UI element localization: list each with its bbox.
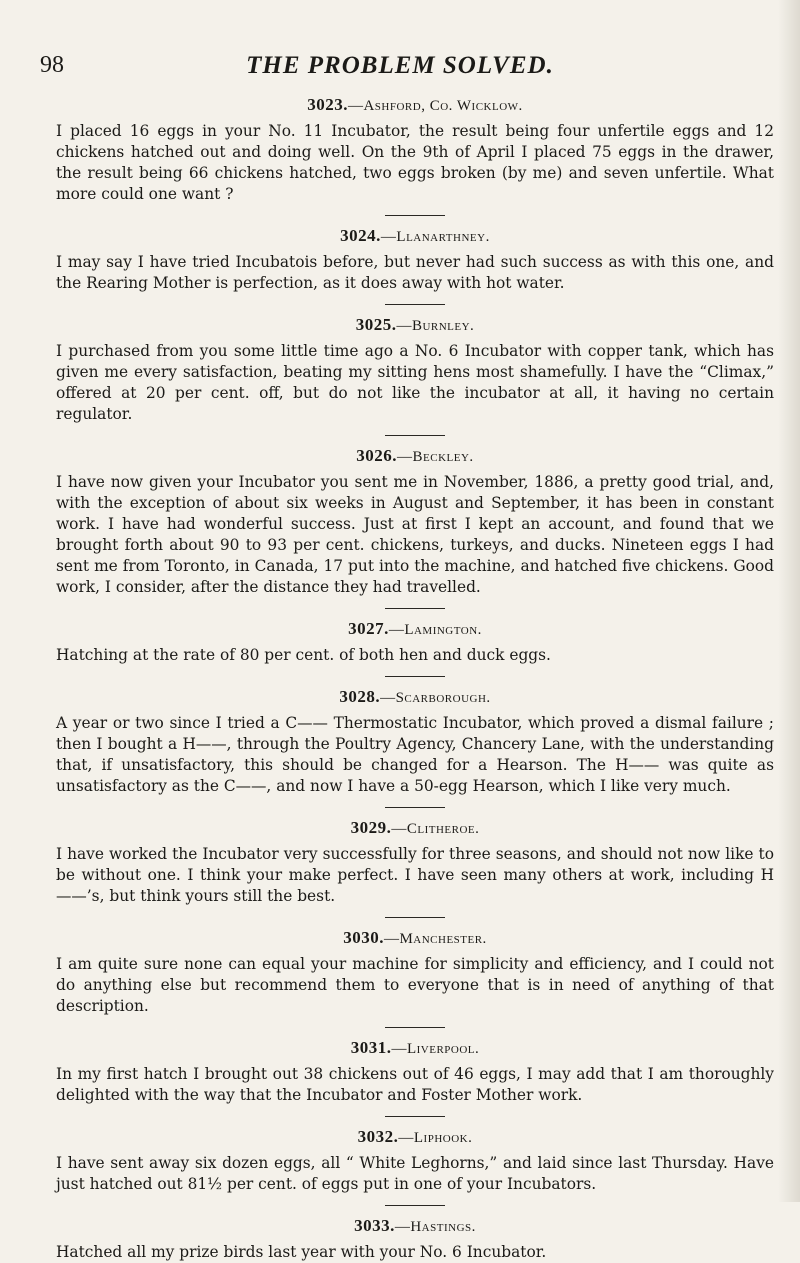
- entry-number: 3031.: [350, 1038, 392, 1057]
- entry-heading: [56, 928, 774, 948]
- entry-heading: [56, 315, 774, 335]
- entry-text: I have worked the Incubator very successfully for three seasons, and should not now like to be without one. I think your make perfect. I have seen many others at work, including H——’s, but think yours still the best.: [56, 845, 774, 905]
- entry-heading: [56, 446, 774, 466]
- entry-place: —Llanarthney.: [380, 229, 490, 245]
- entry-text: I have sent away six dozen eggs, all “ White Leghorns,” and laid since last Thursday. Have just hatched out 81½ per cent. of eggs put in one of your Incubators.: [56, 1154, 774, 1193]
- section-divider: [385, 1116, 445, 1117]
- entry-number: 3028.: [339, 687, 381, 706]
- entry-text: I placed 16 eggs in your No. 11 Incubator, the result being four unfertile eggs and 12 chickens hatched out and doing well. On the 9th of April I placed 75 eggs in the drawer, the result being 66 chickens hatched, two eggs broken (by me) and seven unfertile. What more could one want ?: [56, 122, 774, 203]
- section-divider: [385, 807, 445, 808]
- testimonial-entry: [56, 1038, 774, 1106]
- section-divider: [385, 1027, 445, 1028]
- entry-number: 3029.: [350, 818, 392, 837]
- testimonial-entry: [56, 446, 774, 598]
- entry-place: —Clitheroe.: [391, 821, 480, 837]
- testimonial-entry: [56, 1216, 774, 1263]
- page-number: 98: [40, 52, 64, 78]
- section-divider: [385, 435, 445, 436]
- testimonial-entry: [56, 1127, 774, 1195]
- page-edge-shadow: [778, 0, 800, 1202]
- entry-text: I may say I have tried Incubatois before, but never had such success as with this one, and the Rearing Mother is perfection, as it does away with hot water.: [56, 253, 774, 292]
- testimonial-entry: [56, 619, 774, 666]
- entry-heading: [56, 95, 774, 115]
- entry-text: In my first hatch I brought out 38 chickens out of 46 eggs, I may add that I am thoroughly delighted with the way that the Incubator and Foster Mother work.: [56, 1065, 774, 1104]
- entry-number: 3027.: [348, 619, 389, 638]
- entry-place: —Burnley.: [396, 318, 475, 334]
- entry-place: —Liverpool.: [391, 1041, 480, 1057]
- entry-text: A year or two since I tried a C—— Thermostatic Incubator, which proved a dismal failure ; then I bought a H——, through the Poultry Agency, Chancery Lane, with the understanding that, if unsatisfactory, this should be changed for a Hearson. The H—— was quite as unsatisfactory as the C——, and now I have a 50-egg Hearson, which I like very much.: [56, 714, 774, 795]
- entry-place: —Ashford, Co. Wicklow.: [347, 98, 523, 114]
- entry-text: I am quite sure none can equal your machine for simplicity and efficiency, and I could not do anything else but recommend them to everyone that is in need of anything of that description.: [56, 955, 774, 1015]
- testimonial-entry: [56, 315, 774, 425]
- section-divider: [385, 917, 445, 918]
- entry-heading: [56, 1127, 774, 1147]
- entry-place: —Hastings.: [394, 1219, 476, 1235]
- entry-heading: [56, 226, 774, 246]
- entry-text: I purchased from you some little time ago a No. 6 Incubator with copper tank, which has given me every satisfaction, beating my sitting hens most shamefully. I have the “Climax,” offered at 20 per cent. off, but do not like the incubator at all, it having no certain regulator.: [56, 342, 774, 423]
- running-title: THE PROBLEM SOLVED.: [246, 52, 554, 79]
- section-divider: [385, 215, 445, 216]
- entry-heading: [56, 1038, 774, 1058]
- entry-heading: [56, 619, 774, 639]
- entry-number: 3026.: [356, 446, 398, 465]
- entry-place: —Scarborough.: [380, 690, 491, 706]
- entry-heading: [56, 1216, 774, 1236]
- testimonial-entry: [56, 226, 774, 294]
- entry-number: 3025.: [355, 315, 397, 334]
- section-divider: [385, 676, 445, 677]
- page-header: [40, 48, 760, 88]
- entry-text: Hatched all my prize birds last year with your No. 6 Incubator.: [56, 1243, 547, 1261]
- entry-heading: [56, 687, 774, 707]
- testimonial-entry: [56, 928, 774, 1017]
- entry-number: 3032.: [357, 1127, 399, 1146]
- entry-place: —Manchester.: [383, 931, 487, 947]
- entry-text: I have now given your Incubator you sent me in November, 1886, a pretty good trial, and, with the exception of about six weeks in August and September, it has been in constant work. I have had wonderful success. Just at first I kept an account, and found that we brought forth about 90 to 93 per cent. chickens, turkeys, and ducks. Nineteen eggs I had sent me from Toronto, in Canada, 17 put into the machine, and hatched five chickens. Good work, I consider, after the distance they had travelled.: [56, 473, 774, 596]
- testimonials-body: [56, 95, 774, 1263]
- section-divider: [385, 304, 445, 305]
- testimonial-entry: [56, 687, 774, 797]
- entry-number: 3023.: [307, 95, 348, 114]
- entry-place: —Lamington.: [388, 622, 482, 638]
- entry-place: —Liphook.: [398, 1130, 473, 1146]
- entry-heading: [56, 818, 774, 838]
- testimonial-entry: [56, 818, 774, 907]
- entry-place: —Beckley.: [397, 449, 474, 465]
- entry-number: 3033.: [354, 1216, 395, 1235]
- section-divider: [385, 1205, 445, 1206]
- entry-text: Hatching at the rate of 80 per cent. of both hen and duck eggs.: [56, 646, 551, 664]
- section-divider: [385, 608, 445, 609]
- entry-number: 3024.: [340, 226, 381, 245]
- testimonial-entry: [56, 95, 774, 205]
- entry-number: 3030.: [343, 928, 384, 947]
